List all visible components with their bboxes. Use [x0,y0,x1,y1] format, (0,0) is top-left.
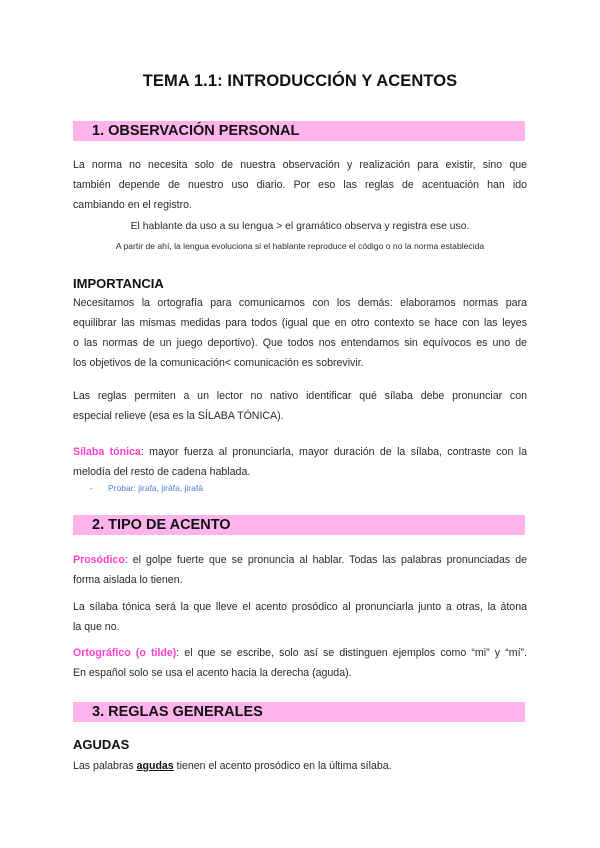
paragraph-line: forma aislada lo tienen. [73,574,183,586]
section-heading-observacion: 1. OBSERVACIÓN PERSONAL [92,123,300,139]
document-title: TEMA 1.1: INTRODUCCIÓN Y ACENTOS [142,72,458,90]
centered-statement: El hablante da uso a su lengua > el gramático observa y registra ese uso. [130,221,470,232]
definition-text: : el que se escribe, solo así se distinguen ejemplos como “mi” y “mí”. [176,647,527,659]
paragraph-line: especial relieve (esa es la SÍLABA TÓNICA). [73,410,284,422]
definition-ortografico [73,643,527,683]
definition-text: : el golpe fuerte que se pronuncia al hablar. Todas las palabras pronunciadas de [124,554,527,566]
subheading-agudas: AGUDAS [73,737,130,752]
paragraph-line: cambiando en el registro. [73,199,192,211]
paragraph-line: La norma no necesita solo de nuestra observación y realización para existir, sino que [73,159,527,171]
definition-silaba-tonica [73,442,527,482]
term-prosodico: Prosódico [73,554,125,566]
paragraph-line [73,550,527,570]
paragraph-agudas [73,756,527,776]
paragraph-line: equilibrar las mismas medidas para todos (igual que en otro contexto se hace con las leyes [73,317,527,329]
paragraph-line: los objetivos de la comunicación< comunicación es sobrevivir. [73,357,364,369]
paragraph-line: la que no. [73,621,120,633]
paragraph-line: La sílaba tónica será la que lleve el acento prosódico al pronunciarla junto a otras, la átona [73,601,527,613]
agudas-suffix: tienen el acento prosódico en la última sílaba. [173,760,392,772]
paragraph-line: o las normas de un juego deportivo). Que todos nos entendamos sin equívocos es uno de [73,337,527,349]
paragraph-line: Necesitamos la ortografía para comunicarnos con los demás: elaboramos normas para [73,297,527,309]
centered-note: A partir de ahí, la lengua evoluciona si el hablante reproduce el código o no la norma establecida [115,241,485,251]
paragraph-reglas [73,386,527,426]
section-heading-tipo-acento: 2. TIPO DE ACENTO [92,517,231,533]
paragraph-norma [73,155,527,215]
paragraph-line: melodía del resto de cadena hablada. [73,466,251,478]
paragraph-line [73,643,527,663]
section-heading-reglas-generales: 3. REGLAS GENERALES [92,704,263,720]
paragraph-line [73,756,527,776]
paragraph-line [73,442,527,462]
paragraph-line: también depende de nuestro uso diario. Por eso las reglas de acentuación han ido [73,179,527,191]
definition-text: : mayor fuerza al pronunciarla, mayor duración de la sílaba, contraste con la [140,446,527,458]
agudas-prefix: Las palabras [73,760,137,772]
paragraph-line: En español solo se usa el acento hacia la derecha (aguda). [73,667,352,679]
paragraph-line: Las reglas permiten a un lector no nativo identificar qué sílaba debe pronunciar con [73,390,527,402]
subheading-importancia: IMPORTANCIA [73,276,164,291]
term-ortografico: Ortográfico (o tilde) [73,647,177,659]
definition-prosodico [73,550,527,590]
term-silaba-tonica: Sílaba tónica [73,446,141,458]
paragraph-ortografia [73,293,527,373]
bullet-text: Probar: jirafa, jiráfa, jirafá [108,483,203,493]
term-agudas: agudas [136,760,174,772]
paragraph-tonica [73,597,527,637]
bullet-dash: - [90,483,93,493]
